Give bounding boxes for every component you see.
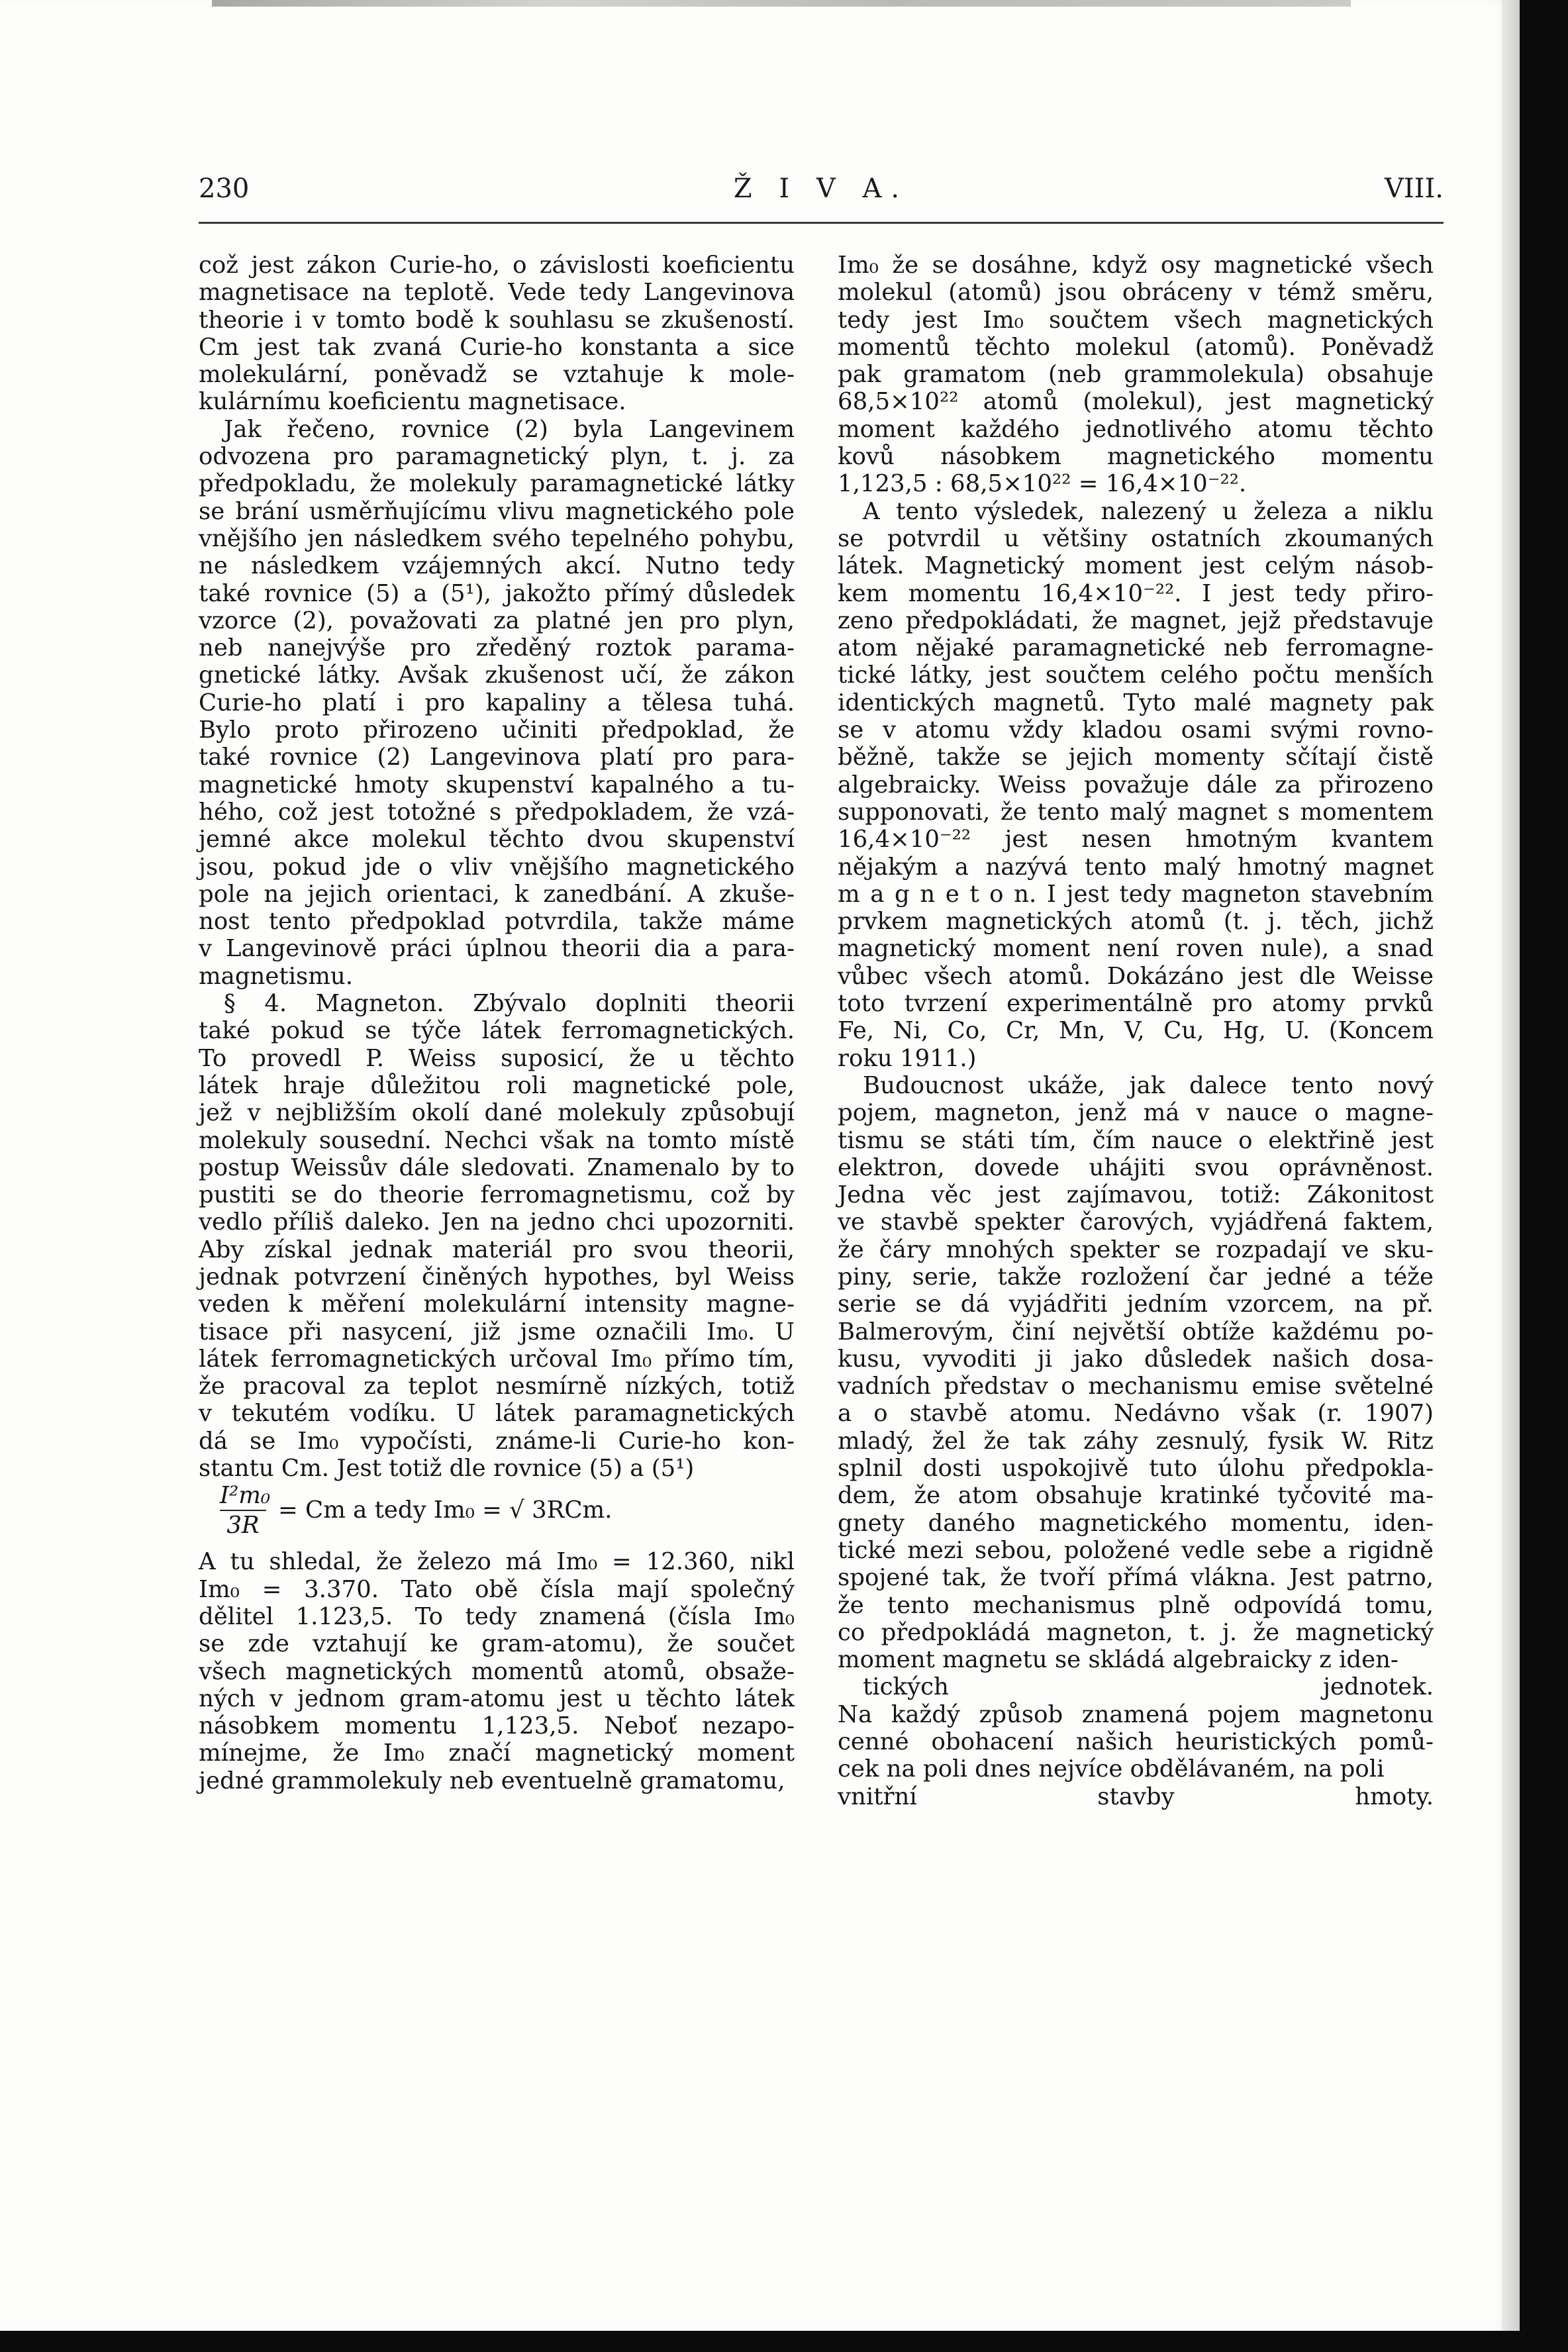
text-line: stantu Cm. Jest totiž dle rovnice (5) a (5¹) [199, 1455, 695, 1483]
header-rule [199, 222, 1444, 224]
text-line: Cm jest tak zvaná Curie-ho konstanta a sice [199, 333, 795, 361]
text-line: Aby získal jednak materiál pro svou theorii, [199, 1236, 795, 1263]
text-line: Budoucnost ukáže, jak dalece tento nový [863, 1071, 1434, 1099]
formula-rest: = Cm a tedy Im₀ = √ 3RCm. [278, 1496, 612, 1524]
text-line: dem, že atom obsahuje kratinké tyčovité ma- [838, 1482, 1434, 1510]
text-line: A tento výsledek, nalezený u železa a niklu [863, 497, 1434, 525]
text-line: běžně, takže se jejich momenty sčítají čistě [838, 744, 1434, 771]
text-line: identických magnetů. Tyto malé magnety pak [838, 689, 1434, 716]
text-line: supponovati, že tento malý magnet s momentem [838, 798, 1434, 826]
text-line: látek. Magnetický moment jest celým násob- [838, 552, 1434, 580]
text-line: látek hraje důležitou roli magnetické pole, [199, 1071, 795, 1099]
text-line: hého, což jest totožné s předpokladem, že vzá- [199, 798, 795, 826]
text-line: vedlo příliš daleko. Jen na jedno chci upozorniti. [199, 1208, 795, 1236]
text-line: Balmerovým, činí největší obtíže každému po- [838, 1318, 1434, 1346]
text-line: což jest zákon Curie-ho, o závislosti koeficientu [199, 252, 795, 279]
text-line: algebraicky. Weiss považuje dále za přirozeno [838, 771, 1434, 799]
text-line: se v atomu vždy kladou osami svými rovno- [838, 716, 1434, 744]
page-number: 230 [199, 173, 250, 204]
text-line: neb nanejvýše pro zředěný roztok parama- [199, 634, 795, 662]
text-line: 16,4×10⁻²² jest nesen hmotným kvantem [838, 826, 1434, 854]
text-line: veden k měření molekulární intensity magne- [199, 1291, 795, 1318]
text-line: momentů těchto molekul (atomů). Poněvadž [838, 333, 1434, 361]
text-line: theorie i v tomto bodě k souhlasu se zkušeností. [199, 306, 795, 334]
text-line: tisace při nasycení, již jsme označili Im₀. U [199, 1318, 795, 1346]
text-line: také rovnice (5) a (5¹), jakožto přímý důsledek [199, 579, 795, 607]
text-line: spojené tak, že tvoří přímá vlákna. Jest patrno, [838, 1564, 1434, 1592]
text-line: pustiti se do theorie ferromagnetismu, což by [199, 1181, 795, 1209]
text-line: tických jednotek. [863, 1673, 1434, 1701]
text-line: ve stavbě spekter čarových, vyjádřená faktem, [838, 1208, 1434, 1236]
text-line: zeno předpokládati, že magnet, jejž představuje [838, 607, 1434, 634]
text-line: ných v jednom gram-atomu jest u těchto látek [199, 1685, 795, 1712]
text-line: vnitřní stavby hmoty. [838, 1783, 1434, 1810]
text-line: tismu se státi tím, čím nauce o elektřině jest [838, 1126, 1434, 1154]
text-line: magnetismu. [199, 962, 354, 990]
text-line: A tu shledal, že železo má Im₀ = 12.360, nikl [199, 1548, 795, 1576]
text-line: pole na jejich orientaci, k zanedbání. A zkuše- [199, 880, 795, 908]
text-line: Curie-ho platí i pro kapaliny a tělesa tuhá. [199, 689, 795, 716]
text-line: serie se dá vyjádřiti jedním vzorcem, na př. [838, 1291, 1434, 1318]
text-line: ne následkem vzájemných akcí. Nutno tedy [199, 552, 795, 580]
text-line: nějakým a nazývá tento malý hmotný magnet [838, 853, 1434, 881]
text-line: jednak potvrzení činěných hypothes, byl Weiss [199, 1263, 795, 1291]
text-line: kovů násobkem magnetického momentu [838, 443, 1434, 471]
running-header [199, 173, 1444, 213]
text-line: se brání usměrňujícímu vlivu magnetického pole [199, 497, 795, 525]
scan-top-edge [212, 0, 1351, 7]
formula-numerator: I²m₀ [220, 1482, 266, 1511]
text-line: m a g n e t o n. I jest tedy magneton stavebním [838, 880, 1434, 908]
text-line: že tento mechanismus plně odpovídá tomu, [838, 1591, 1434, 1619]
text-line: Bylo proto přirozeno učiniti předpoklad, že [199, 716, 795, 744]
text-line: co předpokládá magneton, t. j. že magnetický [838, 1618, 1434, 1646]
text-line: Im₀ že se dosáhne, když osy magnetické všech [838, 252, 1434, 279]
formula [199, 1482, 795, 1548]
text-line: cenné obohacení našich heuristických pomů- [838, 1728, 1434, 1756]
text-line: atom nějaké paramagnetické neb ferromagne- [838, 634, 1434, 662]
text-line: jedné grammolekuly neb eventuelně gramatomu, [199, 1767, 785, 1794]
left-column [199, 252, 795, 1794]
text-line: magnetické hmoty skupenství kapalného a tu- [199, 771, 795, 799]
text-line: molekuly sousední. Nechci však na tomto místě [199, 1126, 795, 1154]
text-line: předpokladu, že molekuly paramagnetické látky [199, 470, 795, 498]
text-line: jemné akce molekul těchto dvou skupenství [199, 826, 795, 854]
text-line: tedy jest Im₀ součtem všech magnetických [838, 306, 1434, 334]
text-line: se zde vztahují ke gram-atomu), že součet [199, 1630, 795, 1658]
formula-denominator: 3R [226, 1512, 260, 1540]
text-line: vůbec všech atomů. Dokázáno jest dle Weisse [838, 962, 1434, 990]
text-line: odvozena pro paramagnetický plyn, t. j. za [199, 443, 795, 471]
text-line: mladý, žel že tak záhy zesnulý, fysik W. Ritz [838, 1427, 1434, 1455]
text-line: mínejme, že Im₀ značí magnetický moment [199, 1740, 795, 1767]
text-line: roku 1911.) [838, 1044, 977, 1072]
text-line: elektron, dovede uhájiti svou oprávněnost. [838, 1153, 1434, 1181]
text-line: 1,123,5 : 68,5×10²² = 16,4×10⁻²². [838, 470, 1247, 498]
text-line: kulárnímu koeficientu magnetisace. [199, 388, 626, 416]
text-line: že čáry mnohých spekter se rozpadají ve sku- [838, 1236, 1434, 1263]
text-line: § 4. Magneton. Zbývalo doplniti theorii [224, 990, 795, 1018]
text-line: dělitel 1.123,5. To tedy znamená (čísla Im₀ [199, 1602, 795, 1630]
text-line: Na každý způsob znamená pojem magnetonu [838, 1700, 1434, 1728]
text-line: Im₀ = 3.370. Tato obě čísla mají společný [199, 1575, 795, 1603]
text-line: vadních představ o mechanismu emise světelné [838, 1373, 1434, 1400]
text-line: toto tvrzení experimentálně pro atomy prvků [838, 990, 1434, 1018]
text-line: prvkem magnetických atomů (t. j. těch, jichž [838, 908, 1434, 936]
text-line: v tekutém vodíku. U látek paramagnetických [199, 1400, 795, 1428]
text-line: také pokud se týče látek ferromagnetických. [199, 1017, 795, 1045]
text-line: nost tento předpoklad potvrdila, takže máme [199, 908, 795, 936]
text-line: gnety daného magnetického momentu, iden- [838, 1509, 1434, 1537]
text-line: postup Weissův dále sledovati. Znamenalo by to [199, 1153, 795, 1181]
text-line: molekulární, poněvadž se vztahuje k mole- [199, 361, 795, 389]
text-line: v Langevinově práci úplnou theorii dia a para- [199, 935, 795, 963]
text-line: pak gramatom (neb grammolekula) obsahuje [838, 361, 1434, 389]
journal-title: Ž I V A. [733, 173, 909, 204]
text-line: gnetické látky. Avšak zkušenost učí, že zákon [199, 662, 795, 689]
text-line: vzorce (2), považovati za platné jen pro plyn, [199, 607, 795, 634]
text-line: tické látky, jest součtem celého počtu menších [838, 662, 1434, 689]
text-line: látek ferromagnetických určoval Im₀ přímo tím, [199, 1345, 795, 1373]
text-line: piny, serie, takže rozložení čar jedné a téže [838, 1263, 1434, 1291]
text-line: násobkem momentu 1,123,5. Neboť nezapo- [199, 1712, 795, 1740]
right-column [838, 252, 1434, 1810]
text-line: pojem, magneton, jenž má v nauce o magne- [838, 1099, 1434, 1127]
text-line: kem momentu 16,4×10⁻²². I jest tedy přiro- [838, 579, 1434, 607]
text-line: splnil dosti uspokojivě tuto úlohu předpokla- [838, 1455, 1434, 1483]
text-line: vnějšího jen následkem svého tepelného pohybu, [199, 524, 795, 552]
text-line: také rovnice (2) Langevinova platí pro para- [199, 744, 795, 771]
page-edge-shadow [1502, 0, 1520, 2331]
text-line: a o stavbě atomu. Nedávno však (r. 1907) [838, 1400, 1434, 1428]
text-line: všech magnetických momentů atomů, obsaže- [199, 1657, 795, 1685]
text-line: že pracoval za teplot nesmírně nízkých, totiž [199, 1373, 795, 1400]
text-line: jež v nejbližším okolí dané molekuly způsobují [199, 1099, 795, 1127]
text-line: tické mezi sebou, položené vedle sebe a rigidně [838, 1536, 1434, 1564]
text-line: Jak řečeno, rovnice (2) byla Langevinem [224, 415, 795, 443]
volume-number: VIII. [1384, 173, 1444, 204]
text-line: cek na poli dnes nejvíce obdělávaném, na poli [838, 1755, 1385, 1783]
text-line: moment každého jednotlivého atomu těchto [838, 415, 1434, 443]
text-line: kusu, vyvoditi ji jako důsledek našich dosa- [838, 1345, 1434, 1373]
text-line: jsou, pokud jde o vliv vnějšího magnetického [199, 853, 795, 881]
text-line: dá se Im₀ vypočísti, známe-li Curie-ho kon- [199, 1427, 795, 1455]
text-line: magnetisace na teplotě. Vede tedy Langevinova [199, 279, 795, 307]
text-line: To provedl P. Weiss suposicí, že u těchto [199, 1044, 795, 1072]
text-line: 68,5×10²² atomů (molekul), jest magnetický [838, 388, 1434, 416]
text-line: molekul (atomů) jsou obráceny v témž směru, [838, 279, 1434, 307]
text-line: Fe, Ni, Co, Cr, Mn, V, Cu, Hg, U. (Koncem [838, 1017, 1434, 1045]
text-line: se potvrdil u většiny ostatních zkoumaných [838, 524, 1434, 552]
text-line: Jedna věc jest zajímavou, totiž: Zákonitost [838, 1181, 1434, 1209]
text-line: moment magnetu se skládá algebraicky z iden- [838, 1646, 1399, 1674]
text-line: magnetický moment není roven nule), a snad [838, 935, 1434, 963]
